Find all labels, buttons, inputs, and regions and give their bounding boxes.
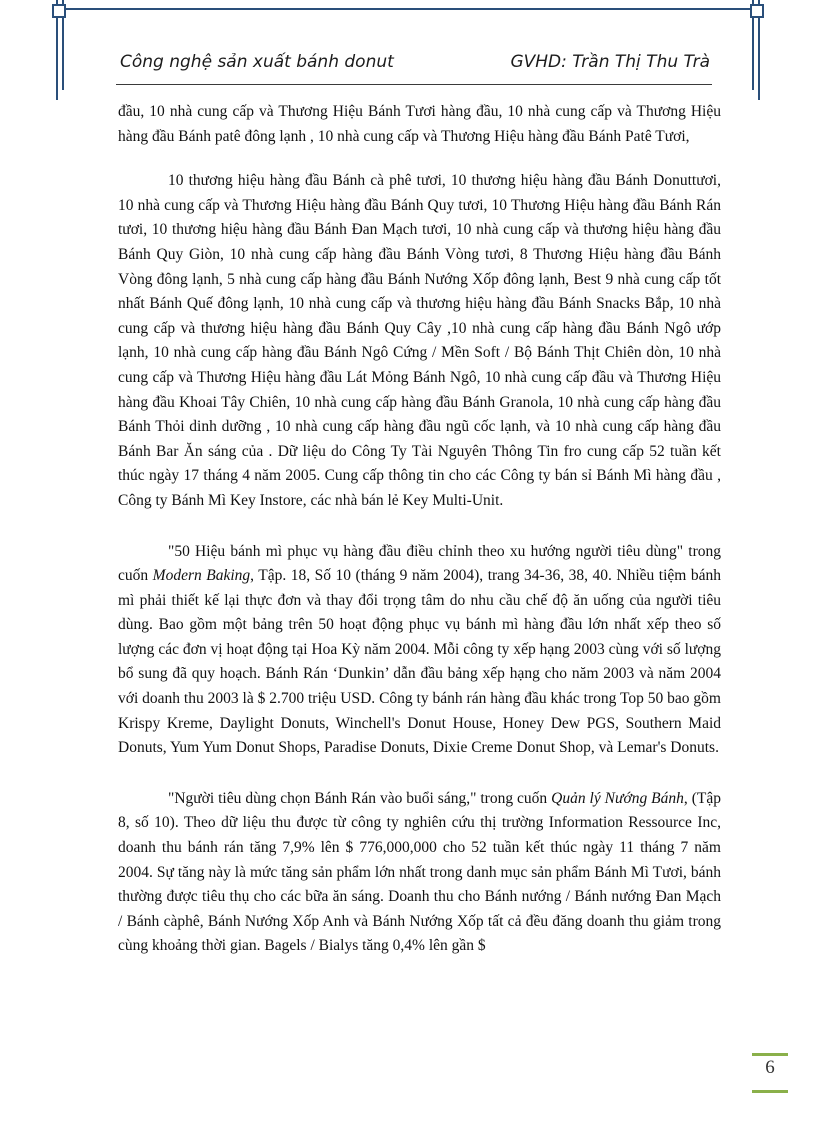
paragraph-4-text-start: "Người tiêu dùng chọn Bánh Rán vào buổi sáng," trong cuốn bbox=[168, 789, 552, 807]
paragraph-2: 10 thương hiệu hàng đầu Bánh cà phê tươi, 10 thương hiệu hàng đầu Bánh Donuttươi, 10 nhà cung cấp và Thương Hiệu hàng đầu Bánh Quy tươi, 10 Thương Hiệu hàng đầu Bánh Rán tươi, 10 thương hiệu hàng đầu Bánh Đan Mạch tươi, 10 nhà cung cấp và thương hiệu hàng đầu Bánh Quy Giòn, 10 nhà cung cấp hàng đầu Bánh Vòng tươi, 8 Thương Hiệu hàng đầu Bánh Vòng đông lạnh, 5 nhà cung cấp hàng đầu Bánh Nướng Xốp đông lạnh, Best 9 nhà cung cấp tốt nhất Bánh Quế đông lạnh, 10 nhà cung cấp và thương hiệu hàng đầu Bánh Snacks Bắp, 10 nhà cung cấp và thương hiệu hàng đầu Bánh Quy Cây ,10 nhà cung cấp hàng đầu Bánh Ngô ướp lạnh, 10 nhà cung cấp hàng đầu Bánh Ngô Cứng / Mền Soft / Bộ Bánh Thịt Chiên dòn, 10 nhà cung cấp và Thương Hiệu hàng đầu Lát Mỏng Bánh Ngô, 10 nhà cung cấp đầu và Thương Hiệu hàng đầu Khoai Tây Chiên, 10 nhà cung cấp hàng đầu Bánh Granola, 10 nhà cung cấp hàng đầu Bánh Thỏi dinh dưỡng , 10 nhà cung cấp hàng đầu ngũ cốc lạnh, và 10 nhà cung cấp hàng đầu Bánh Bar Ăn sáng của . Dữ liệu do Công Ty Tài Nguyên Thông Tin fro cung cấp 52 tuần kết thúc ngày 17 tháng 4 năm 2005. Cung cấp thông tin cho các Công ty bán sỉ Bánh Mì hàng đầu , Công ty Bánh Mì Key Instore, các nhà bán lẻ Key Multi-Unit. bbox=[118, 172, 721, 509]
paragraph-4-text-end: , (Tập 8, số 10). Theo dữ liệu thu được từ công ty nghiên cứu thị trường Information Ressource Inc, doanh thu bánh rán tăng 7,9% lên $ 776,000,000 cho 52 tuần kết thúc ngày 11 tháng 7 năm 2004. Sự tăng này là mức tăng sản phẩm lớn nhất trong danh mục sản phẩm Bánh Mì Tươi, bánh thường được tiêu thụ cho các bữa ăn sáng. Doanh thu cho Bánh nướng / Bánh nướng Đan Mạch / Bánh càphê, Bánh Nướng Xốp Anh và Bánh Nướng Xốp tất cả đều đăng doanh thu giảm trong cùng khoảng thời gian. Bagels / Bialys tăng 0,4% lên gần $ bbox=[118, 789, 721, 955]
paragraph-1: đầu, 10 nhà cung cấp và Thương Hiệu Bánh Tươi hàng đầu, 10 nhà cung cấp và Thương Hiệu hàng đầu Bánh patê đông lạnh , 10 nhà cung cấp và Thương Hiệu hàng đầu Bánh Patê Tươi, bbox=[118, 103, 721, 145]
paragraph-3-book-title: Modern Baking bbox=[152, 567, 251, 585]
frame-corner-top-left bbox=[52, 4, 66, 18]
paragraph-3 bbox=[118, 540, 721, 761]
paragraph-4-book-title: Quản lý Nướng Bánh bbox=[551, 789, 684, 807]
frame-corner-top-right bbox=[750, 4, 764, 18]
paragraph-4 bbox=[118, 787, 721, 959]
page-number: 6 bbox=[765, 1057, 775, 1078]
page-frame-top bbox=[56, 8, 760, 10]
document-title: Công nghệ sản xuất bánh donut bbox=[120, 52, 394, 72]
header-divider bbox=[116, 84, 712, 85]
paragraph-3-text-start: "50 Hiệu bánh mì phục vụ hàng đầu điều chỉnh theo xu hướng người tiêu dùng" trong cuốn bbox=[118, 542, 721, 585]
document-body bbox=[118, 100, 721, 985]
page-number-rule-bottom bbox=[752, 1090, 788, 1093]
page-header bbox=[120, 52, 710, 72]
paragraph-3-text-end: , Tập. 18, Số 10 (tháng 9 năm 2004), trang 34-36, 38, 40. Nhiều tiệm bánh mì phải thiết kế lại thực đơn và thay đổi trọng tâm do nhu cầu chế độ ăn uống của người tiêu dùng. Bao gồm một bảng trên 50 hoạt động phục vụ bánh mì hàng đầu lớn nhất xếp theo số lượng các đơn vị hoạt động tại Hoa Kỳ năm 2004. Mỗi công ty xếp hạng 2003 cùng với số lượng bổ sung đã quy hoạch. Bánh Rán ‘Dunkin’ dẫn đầu bảng xếp hạng cho năm 2003 và năm 2004 với doanh thu 2003 là $ 2.700 triệu USD. Công ty bánh rán hàng đầu khác trong Top 50 bao gồm Krispy Kreme, Daylight Donuts, Winchell's Donut House, Honey Dew PGS, Southern Maid Donuts, Yum Yum Donut Shops, Paradise Donuts, Dixie Creme Donut Shop, và Lemar's Donuts. bbox=[118, 567, 721, 757]
page-number-rule-top bbox=[752, 1053, 788, 1056]
supervisor-label: GVHD: Trần Thị Thu Trà bbox=[510, 52, 710, 72]
